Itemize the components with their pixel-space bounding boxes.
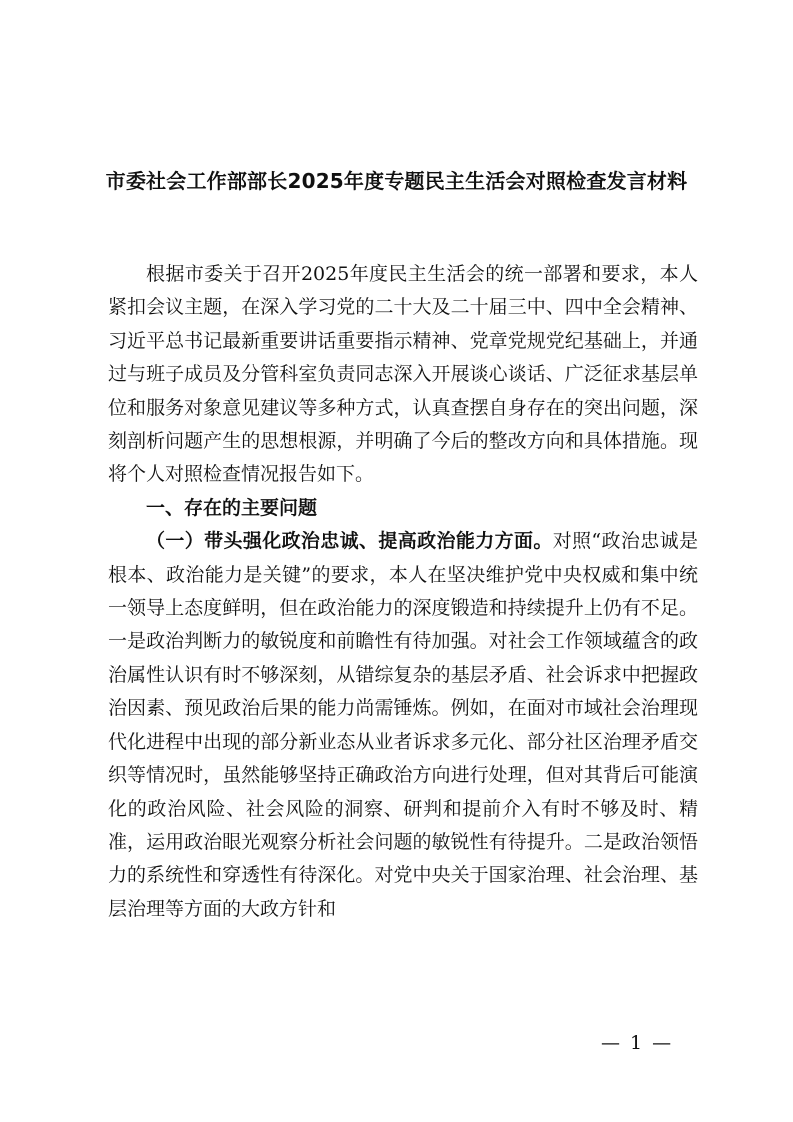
subsection-paragraph	[108, 525, 698, 926]
intro-paragraph: 根据市委关于召开2025年度民主生活会的统一部署和要求，本人紧扣会议主题，在深入学习党的二十大及二十届三中、四中全会精神、习近平总书记最新重要讲话重要指示精神、党章党规党纪基础上，并通过与班子成员及分管科室负责同志深入开展谈心谈话、广泛征求基层单位和服务对象意见建议等多种方式，认真查摆自身存在的突出问题，深刻剖析问题产生的思想根源，并明确了今后的整改方向和具体措施。现将个人对照检查情况报告如下。	[108, 263, 698, 486]
document-title: 市委社会工作部部长2025年度专题民主生活会对照检查发言材料	[105, 169, 688, 193]
subsection-text: 对照“政治忠诚是根本、政治能力是关键”的要求，本人在坚决维护党中央权威和集中统一领导上态度鲜明，但在政治能力的深度锻造和持续提升上仍有不足。一是政治判断力的敏锐度和前瞻性有待加强。对社会工作领域蕴含的政治属性认识有时不够深刻，从错综复杂的基层矛盾、社会诉求中把握政治因素、预见政治后果的能力尚需锤炼。例如，在面对市域社会治理现代化进程中出现的部分新业态从业者诉求多元化、部分社区治理矛盾交织等情况时，虽然能够坚持正确政治方向进行处理，但对其背后可能演化的政治风险、社会风险的洞察、研判和提前介入有时不够及时、精准，运用政治眼光观察分析社会问题的敏锐性有待提升。二是政治领悟力的系统性和穿透性有待深化。对党中央关于国家治理、社会治理、基层治理等方面的大政方针和	[108, 530, 698, 920]
section-heading: 一、存在的主要问题	[146, 496, 318, 519]
page-number: — 1 —	[601, 1032, 674, 1054]
document-body	[108, 258, 698, 926]
subsection-heading: （一）带头强化政治忠诚、提高政治能力方面。	[146, 530, 553, 553]
